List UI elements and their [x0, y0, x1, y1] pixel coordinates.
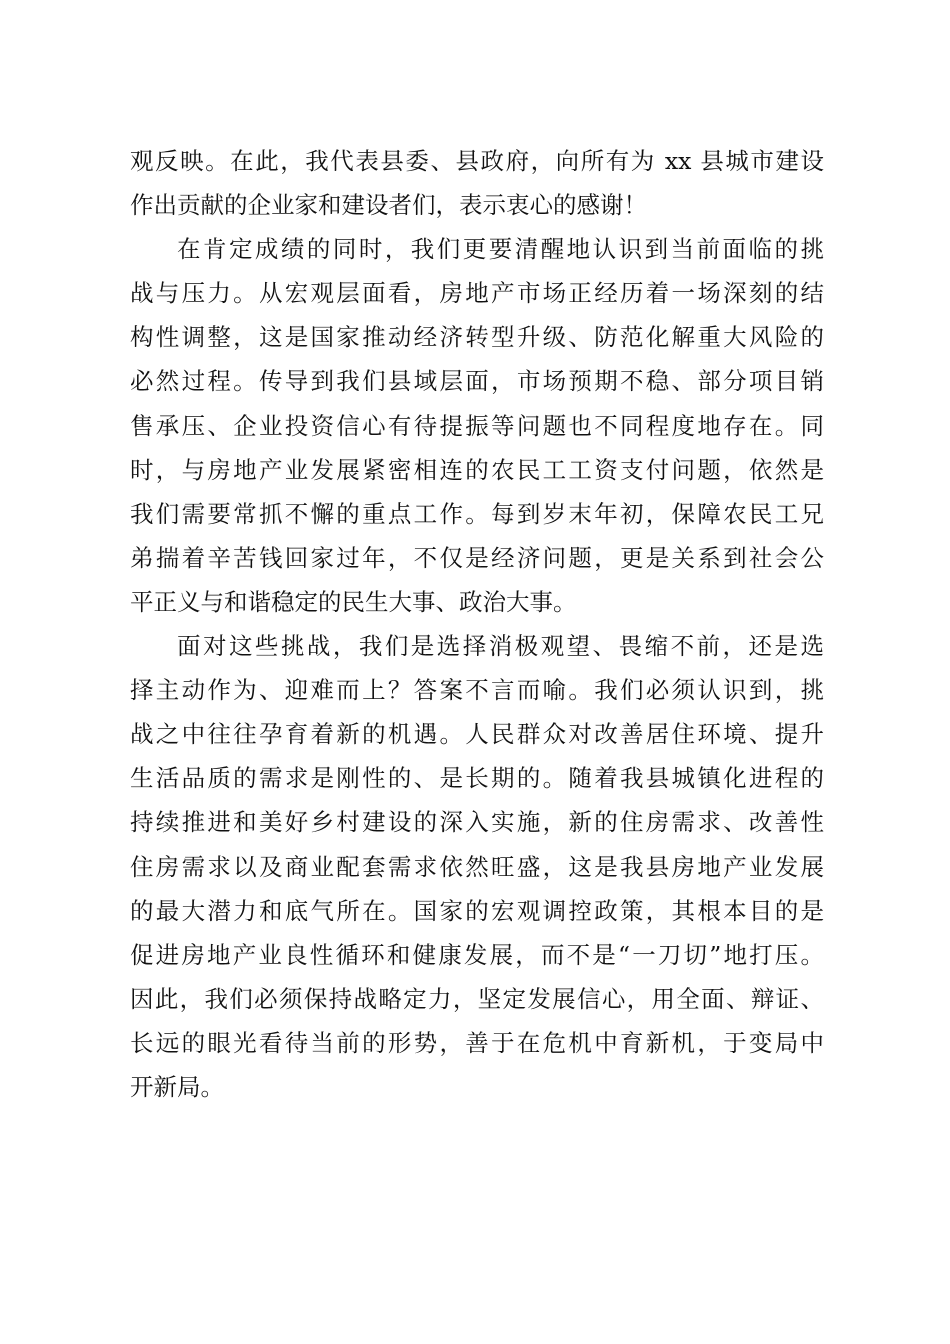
- paragraph-line: 住房需求以及商业配套需求依然旺盛，这是我县房地产业发展: [130, 852, 824, 881]
- paragraph-line: 弟揣着辛苦钱回家过年，不仅是经济问题，更是关系到社会公: [130, 543, 824, 572]
- paragraph-line: 我们需要常抓不懈的重点工作。每到岁末年初，保障农民工兄: [130, 499, 824, 528]
- paragraph-line: 平正义与和谐稳定的民生大事、政治大事。: [130, 587, 577, 616]
- paragraph-line: 持续推进和美好乡村建设的深入实施，新的住房需求、改善性: [130, 808, 824, 837]
- paragraph-line: 必然过程。传导到我们县域层面，市场预期不稳、部分项目销: [130, 367, 824, 396]
- paragraph-line: 因此，我们必须保持战略定力，坚定发展信心，用全面、辩证、: [130, 984, 824, 1013]
- paragraph-2: [130, 227, 824, 624]
- document-body: [130, 139, 824, 1109]
- paragraph-line: 售承压、企业投资信心有待提振等问题也不同程度地存在。同: [130, 411, 824, 440]
- paragraph-line: 面对这些挑战，我们是选择消极观望、畏缩不前，还是选: [177, 632, 824, 661]
- paragraph-line: 促进房地产业良性循环和健康发展，而不是“一刀切”地打压。: [130, 940, 824, 969]
- paragraph-1: [130, 139, 824, 227]
- paragraph-line: 战之中往往孕育着新的机遇。人民群众对改善居住环境、提升: [130, 720, 824, 749]
- paragraph-line: 生活品质的需求是刚性的、是长期的。随着我县城镇化进程的: [130, 764, 824, 793]
- paragraph-line: 战与压力。从宏观层面看，房地产市场正经历着一场深刻的结: [130, 279, 824, 308]
- paragraph-line: 观反映。在此，我代表县委、县政府，向所有为 xx 县城市建设: [130, 147, 824, 175]
- paragraph-3: [130, 624, 824, 1109]
- paragraph-line: 作出贡献的企业家和建设者们，表示衷心的感谢！: [130, 191, 647, 220]
- paragraph-line: 开新局。: [130, 1072, 224, 1101]
- paragraph-line: 构性调整，这是国家推动经济转型升级、防范化解重大风险的: [130, 323, 824, 352]
- paragraph-line: 择主动作为、迎难而上？答案不言而喻。我们必须认识到，挑: [130, 676, 824, 705]
- paragraph-line: 的最大潜力和底气所在。国家的宏观调控政策，其根本目的是: [130, 896, 824, 925]
- paragraph-line: 时，与房地产业发展紧密相连的农民工工资支付问题，依然是: [130, 455, 824, 484]
- paragraph-line: 长远的眼光看待当前的形势，善于在危机中育新机，于变局中: [130, 1028, 824, 1057]
- paragraph-line: 在肯定成绩的同时，我们更要清醒地认识到当前面临的挑: [177, 235, 824, 264]
